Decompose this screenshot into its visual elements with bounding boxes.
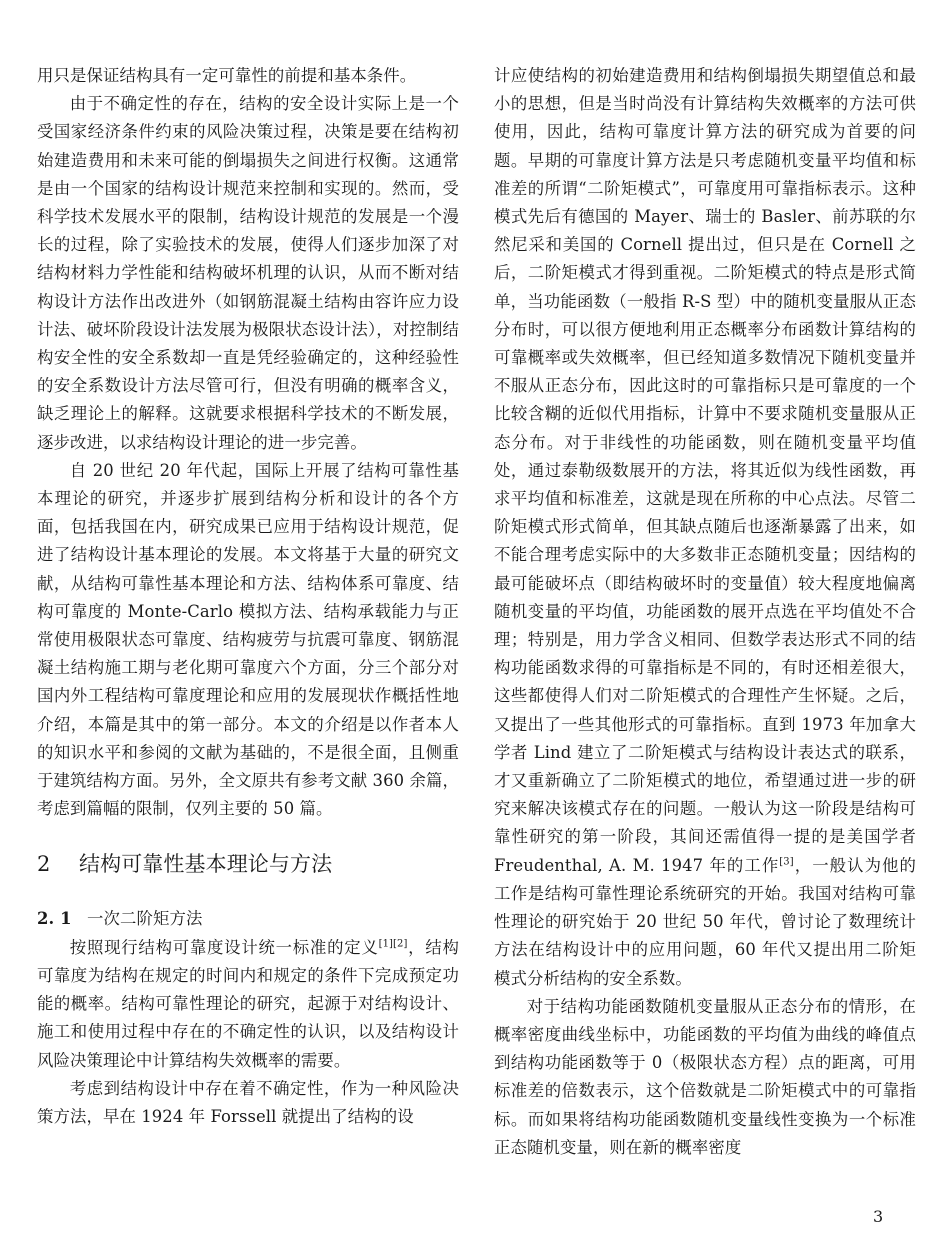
paragraph-second-moment-text-cont: ，一般认为他的工作是结构可靠性理论系统研究的开始。我国对结构可靠性理论的研究始于 20 世纪 50 年代，曾讨论了数理统计方法在结构设计中的应用问题，60 年代又提出用二阶矩模式分析结构的安全系数。	[494, 855, 916, 988]
section-number: 2	[37, 852, 51, 877]
section-title: 结构可靠性基本理论与方法	[79, 852, 333, 877]
subsection-number: 2. 1	[37, 909, 72, 929]
paragraph-introduction: 自 20 世纪 20 年代起，国际上开展了结构可靠性基本理论的研究，并逐步扩展到结构分析和设计的各个方面，包括我国在内，研究成果已应用于结构设计规范，促进了结构设计基本理论的发展。本文将基于大量的研究文献，从结构可靠性基本理论和方法、结构体系可靠度、结构可靠度的 Monte-Carlo 模拟方法、结构承载能力与正常使用极限状态可靠度、结构疲劳与抗震可靠度、钢筋混凝土结构施工期与老化期可靠度六个方面，分三个部分对国内外工程结构可靠度理论和应用的发展现状作概括性地介绍，本篇是其中的第一部分。本文的介绍是以作者本人的知识水平和参阅的文献为基础的，不是很全面，且侧重于建筑结构方面。另外，全文原共有参考文献 360 余篇，考虑到篇幅的限制，仅列主要的 50 篇。	[37, 460, 459, 819]
paragraph-normal-distribution: 对于结构功能函数随机变量服从正态分布的情形，在概率密度曲线坐标中，功能函数的平均值为曲线的峰值点到结构功能函数等于 0（极限状态方程）点的距离，可用标准差的倍数表示，这个倍数就是二阶矩模式中的可靠指标。而如果将结构功能函数随机变量线性变换为一个标准正态随机变量，则在新的概率密度	[494, 996, 916, 1157]
paragraph-definition-text-cont: ，结构可靠度为结构在规定的时间内和规定的条件下完成预定功能的概率。结构可靠性理论的研究，起源于对结构设计、施工和使用过程中存在的不确定性的认识，以及结构设计风险决策理论中计算结构失效概率的需要。	[37, 937, 459, 1070]
paragraph-definition-text: 按照现行结构可靠度设计统一标准的定义	[69, 937, 379, 957]
section-heading	[37, 850, 459, 878]
citation-ref: [1][2]	[378, 938, 408, 950]
paragraph-second-moment-text: 计应使结构的初始建造费用和结构倒塌损失期望值总和最小的思想，但是当时尚没有计算结构失效概率的方法可供使用，因此，结构可靠度计算方法的研究成为首要的问题。早期的可靠度计算方法是只考虑随机变量平均值和标准差的所谓“二阶矩模式”，可靠度用可靠指标表示。这种模式先后有德国的 Mayer、瑞士的 Basler、前苏联的尔然尼采和美国的 Cornell 提出过，但只是在 Cornell 之后，二阶矩模式才得到重视。二阶矩模式的特点是形式简单，当功能函数（一般指 R-S 型）中的随机变量服从正态分布时，可以很方便地利用正态概率分布函数计算结构的可靠概率或失效概率，但已经知道多数情况下随机变量并不服从正态分布，因此这时的可靠指标只是可靠度的一个比较含糊的近似代用指标，计算中不要求随机变量服从正态分布。对于非线性的功能函数，则在随机变量平均值处，通过泰勒级数展开的方法，将其近似为线性函数，再求平均值和标准差，这就是现在所称的中心点法。尽管二阶矩模式形式简单，但其缺点随后也逐渐暴露了出来，如不能合理考虑实际中的大多数非正态随机变量；因结构的最可能破坏点（即结构破坏时的变量值）较大程度地偏离随机变量的平均值，功能函数的展开点选在平均值处不合理；特别是，用力学含义相同、但数学表达形式不同的结构功能函数求得的可靠指标是不同的，有时还相差很大，这些都使得人们对二阶矩模式的合理性产生怀疑。之后，又提出了一些其他形式的可靠指标。直到 1973 年加拿大学者 Lind 建立了二阶矩模式与结构设计表达式的联系，才又重新确立了二阶矩模式的地位，希望通过进一步的研究来解决该模式存在的问题。一般认为这一阶段是结构可靠性研究的第一阶段，其间还需值得一提的是美国学者 Freudenthal, A. M. 1947 年的工作	[494, 66, 916, 875]
subsection-title: 一次二阶矩方法	[87, 909, 203, 929]
page-number: 3	[873, 1207, 884, 1226]
right-column	[494, 62, 916, 1162]
subsection-heading	[37, 905, 459, 933]
paragraph-risk-decision: 由于不确定性的存在，结构的安全设计实际上是一个受国家经济条件约束的风险决策过程，决策是要在结构初始建造费用和未来可能的倒塌损失之间进行权衡。这通常是由一个国家的结构设计规范来控制和实现的。然而，受科学技术发展水平的限制，结构设计规范的发展是一个漫长的过程，除了实验技术的发展，使得人们逐步加深了对结构材料力学性能和结构破坏机理的认识，从而不断对结构设计方法作出改进外（如钢筋混凝土结构由容许应力设计法、破坏阶段设计法发展为极限状态设计法），对控制结构安全性的安全系数却一直是凭经验确定的，这种经验性的安全系数设计方法尽管可行，但没有明确的概率含义，缺乏理论上的解释。这就要求根据科学技术的不断发展，逐步改进，以求结构设计理论的进一步完善。	[37, 94, 459, 452]
paragraph-continued: 用只是保证结构具有一定可靠性的前提和基本条件。	[37, 66, 417, 85]
paragraph-definition	[37, 934, 459, 1075]
left-column	[37, 62, 459, 1131]
citation-ref: [3]	[779, 856, 794, 868]
paragraph-second-moment	[494, 62, 916, 993]
paragraph-forssell: 考虑到结构设计中存在着不确定性，作为一种风险决策方法，早在 1924 年 Forssell 就提出了结构的设	[37, 1078, 459, 1126]
